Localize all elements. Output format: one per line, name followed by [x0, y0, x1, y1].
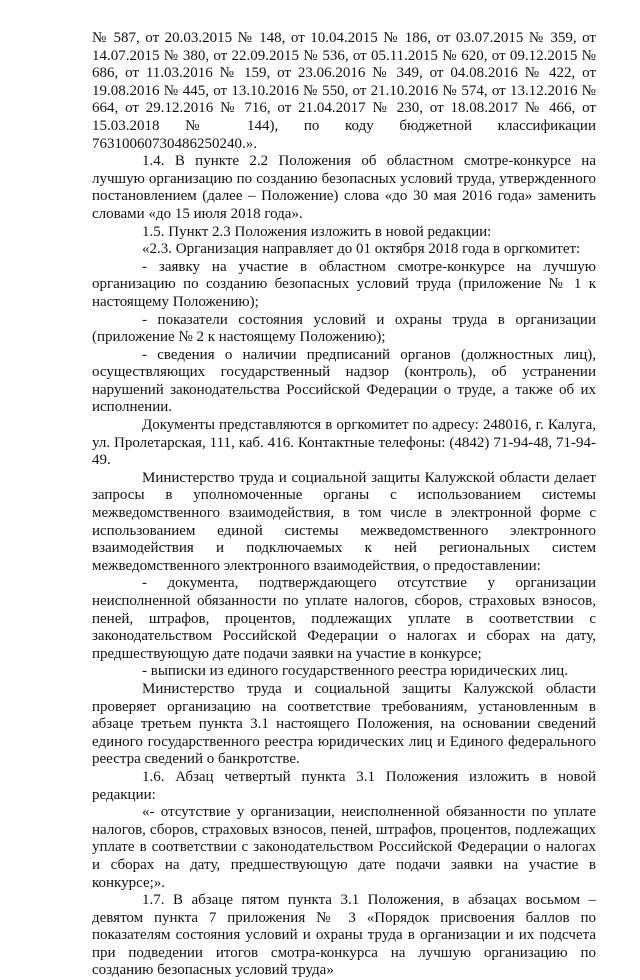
- paragraph-ministry-requests: Министерство труда и социальной защиты Калужской области делает запросы в уполномоченные органы с использованием системы межведомственного взаимодействия, в том числе в электронной форме с использованием единой системы межведомственного электронного взаимодействия и подключаемых к ней региональных систем межведомственного электронного взаимодействия, о предоставлении:: [92, 469, 596, 574]
- paragraph-new-wording: «- отсутствие у организации, неисполненной обязанности по уплате налогов, сборов, страховых взносов, пеней, штрафов, процентов, подлежащих уплате в соответствии с законодательством Российской Федерации о налогах и сборах на дату, предшествующую дате подачи заявки на участие в конкурсе;».: [92, 804, 596, 891]
- paragraph-1-5: 1.5. Пункт 2.3 Положения изложить в новой редакции:: [142, 223, 492, 240]
- paragraph-1-7: 1.7. В абзаце пятом пункта 3.1 Положения, в абзацах восьмом – девятом пункта 7 приложения № 3 «Порядок присвоения баллов по показателям состояния условий и охраны труда в организации и их подсчета при подведении итогов смотра-конкурса на лучшую организацию по созданию безопасных условий труда»: [92, 892, 596, 979]
- paragraph-address: Документы представляются в оргкомитет по адресу: 248016, г. Калуга, ул. Пролетарская, 111, каб. 416. Контактные телефоны: (4842) 71-94-48, 71-94-49.: [92, 417, 596, 469]
- list-item-indicators: - показатели состояния условий и охраны труда в организации (приложение № 2 к настоящему Положению);: [92, 311, 596, 346]
- list-item-tax-document: - документа, подтверждающего отсутствие у организации неисполненной обязанности по уплате налогов, сборов, страховых взносов, пеней, штрафов, процентов, подлежащих уплате в соответствии с законодательством Российской Федерации о налогах и сборах на дату, предшествующую дате подачи заявки на участие в конкурсе;: [92, 575, 596, 662]
- paragraph-1-4: 1.4. В пункте 2.2 Положения об областном смотре-конкурсе на лучшую организацию по созданию безопасных условий труда, утвержденного постановлением (далее – Положение) слова «до 30 мая 2016 года» заменить словами «до 15 июля 2018 года».: [92, 153, 596, 222]
- paragraph-1-6: 1.6. Абзац четвертый пункта 3.1 Положения изложить в новой редакции:: [92, 768, 596, 803]
- paragraph-2-3: «2.3. Организация направляет до 01 октября 2018 года в оргкомитет:: [142, 241, 581, 258]
- paragraph-ministry-checks: Министерство труда и социальной защиты Калужской области проверяет организацию на соответствие требованиям, установленным в абзаце третьем пункта 3.1 настоящего Положения, на основании сведений единого государственного реестра юридических лиц и Единого федерального реестра сведений о банкротстве.: [92, 680, 596, 768]
- paragraph-continuation-list: № 587, от 20.03.2015 № 148, от 10.04.2015 № 186, от 03.07.2015 № 359, от 14.07.2015 № 380, от 22.09.2015 № 536, от 05.11.2015 № 620, от 09.12.2015 № 686, от 11.03.2016 № 159, от 23.06.2016 № 349, от 04.08.2016 № 422, от 19.08.2016 № 445, от 13.10.2016 № 550, от 21.10.2016 № 574, от 13.12.2016 № 664, от 29.12.2016 № 716, от 21.04.2017 № 230, от 18.08.2017 № 466, от 15.03.2018 № 144), по коду бюджетной классификации 76310060730486250240.».: [92, 30, 596, 152]
- list-item-application: - заявку на участие в областном смотре-конкурсе на лучшую организацию по созданию безопасных условий труда (приложение № 1 к настоящему Положению);: [92, 258, 596, 310]
- list-item-egrul: - выписки из единого государственного реестра юридических лиц.: [142, 663, 568, 680]
- list-item-prescriptions: - сведения о наличии предписаний органов (должностных лиц), осуществляющих государственный надзор (контроль), об устранении нарушений законодательства Российской Федерации о труде, а также об их исполнении.: [92, 346, 596, 416]
